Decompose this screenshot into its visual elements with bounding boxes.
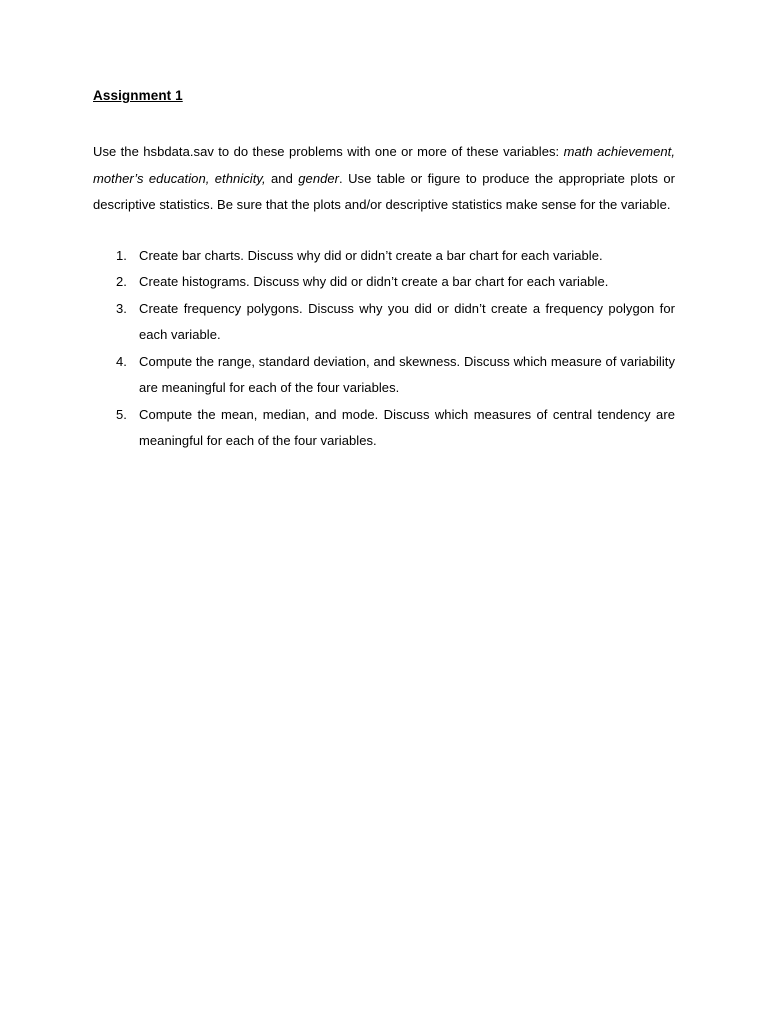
intro-text-part2: and [265,170,299,186]
intro-variables-italic: math achievement, mother’s education, ethnicity, [93,144,675,186]
task-text: Create frequency polygons. Discuss why you did or didn’t create a frequency polygon for each variable. [139,300,675,342]
task-number: 5. [116,406,127,422]
intro-paragraph [93,139,675,219]
task-text: Compute the mean, median, and mode. Discuss which measures of central tendency are meaningful for each of the four variables. [139,406,675,448]
task-item [93,402,675,455]
task-number: 4. [116,353,127,369]
task-item [93,243,675,270]
task-list [93,243,675,455]
task-number: 1. [116,247,127,263]
task-number: 2. [116,274,127,289]
document-content [93,86,675,455]
task-text: Create bar charts. Discuss why did or didn’t create a bar chart for each variable. [139,247,603,263]
task-item [93,269,675,296]
task-text: Create histograms. Discuss why did or didn’t create a bar chart for each variable. [139,274,609,289]
task-item [93,296,675,349]
task-text: Compute the range, standard deviation, and skewness. Discuss which measure of variability are meaningful for each of the four variables. [139,353,675,395]
task-item [93,349,675,402]
intro-text-part1: Use the hsbdata.sav to do these problems with one or more of these variables: [93,144,564,159]
task-number: 3. [116,300,127,316]
intro-text-part3: . Use table or figure to produce the appropriate plots or descriptive statistics. Be sure that the plots and/or descriptive statistics make sense for the variable. [93,170,676,212]
assignment-title: Assignment 1 [93,88,183,103]
intro-gender-italic: gender [298,170,340,186]
